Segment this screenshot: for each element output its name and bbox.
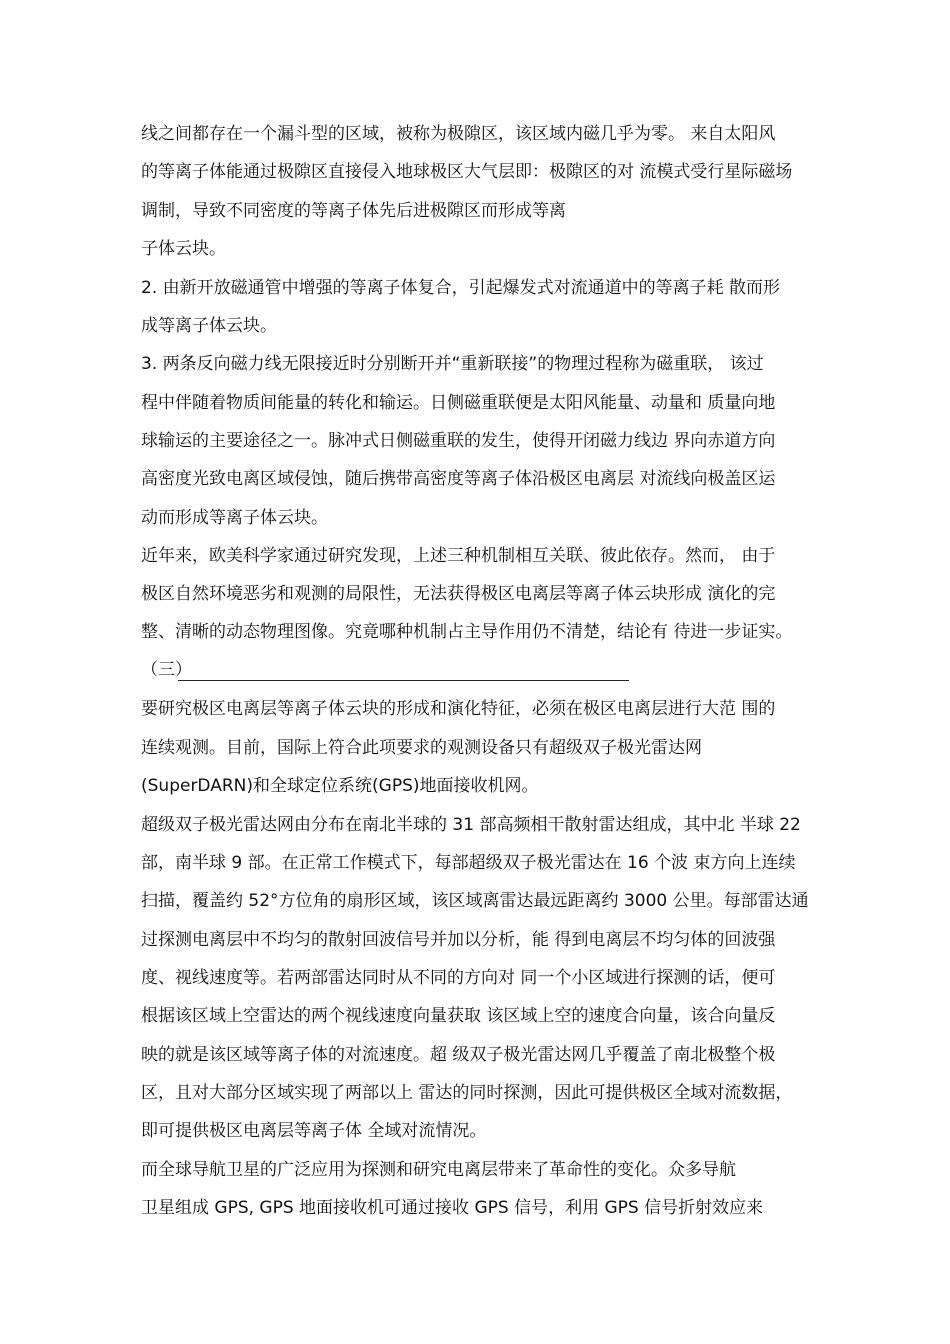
text-line: 超级双子极光雷达网由分布在南北半球的 31 部高频相干散射雷达组成，其中北 半球 22: [141, 815, 801, 835]
heading-underline: [178, 680, 629, 681]
text-line: 2. 由新开放磁通管中增强的等离子体复合，引起爆发式对流通道中的等离子耗 散而形: [141, 278, 781, 298]
text-line: 近年来，欧美科学家通过研究发现，上述三种机制相互关联、彼此依存。然而， 由于: [141, 546, 776, 566]
text-line: 要研究极区电离层等离子体云块的形成和演化特征，必须在极区电离层进行大范 围的: [141, 699, 776, 719]
text-line: 球输运的主要途径之一。脉冲式日侧磁重联的发生，使得开闭磁力线边 界向赤道方向: [141, 431, 776, 451]
section-heading: （三）: [141, 660, 192, 680]
text-line: 子体云块。: [141, 239, 226, 259]
text-line: 区，且对大部分区域实现了两部以上 雷达的同时探测，因此可提供极区全域对流数据，: [141, 1083, 793, 1103]
text-line: 卫星组成 GPS, GPS 地面接收机可通过接收 GPS 信号，利用 GPS 信号折射效应来: [141, 1198, 764, 1218]
text-line: 部，南半球 9 部。在正常工作模式下，每部超级双子极光雷达在 16 个波 束方向上连续: [141, 853, 796, 873]
text-line: 映的就是该区域等离子体的对流速度。超 级双子极光雷达网几乎覆盖了南北极整个极: [141, 1045, 776, 1065]
text-line: (SuperDARN)和全球定位系统(GPS)地面接收机网。: [141, 776, 539, 796]
text-line: 的等离子体能通过极隙区直接侵入地球极区大气层即：极隙区的对 流模式受行星际磁场: [141, 162, 793, 182]
text-line: 线之间都存在一个漏斗型的区域，被称为极隙区，该区域内磁几乎为零。 来自太阳风: [141, 124, 776, 144]
text-line: 而全球导航卫星的广泛应用为探测和研究电离层带来了革命性的变化。众多导航: [141, 1160, 736, 1180]
text-line: 扫描，覆盖约 52°方位角的扇形区域，该区域离雷达最远距离约 3000 公里。每部雷达通: [141, 891, 809, 911]
text-line: 成等离子体云块。: [141, 316, 277, 336]
text-line: 即可提供极区电离层等离子体 全域对流情况。: [141, 1121, 487, 1141]
text-line: 动而形成等离子体云块。: [141, 508, 328, 528]
text-line: 极区自然环境恶劣和观测的局限性，无法获得极区电离层等离子体云块形成 演化的完: [141, 584, 776, 604]
text-line: 过探测电离层中不均匀的散射回波信号并加以分析，能 得到电离层不均匀体的回波强: [141, 930, 776, 950]
text-line: 高密度光致电离区域侵蚀，随后携带高密度等离子体沿极区电离层 对流线向极盖区运: [141, 469, 776, 489]
text-line: 整、清晰的动态物理图像。究竟哪种机制占主导作用仍不清楚，结论有 待进一步证实。: [141, 622, 793, 642]
text-line: 调制，导致不同密度的等离子体先后进极隙区而形成等离: [141, 201, 566, 221]
text-line: 根据该区域上空雷达的两个视线速度向量获取 该区域上空的速度合向量，该合向量反: [141, 1006, 776, 1026]
text-line: 度、视线速度等。若两部雷达同时从不同的方向对 同一个小区域进行探测的话，便可: [141, 968, 776, 988]
text-line: 程中伴随着物质间能量的转化和输运。日侧磁重联便是太阳风能量、动量和 质量向地: [141, 393, 776, 413]
text-line: 连续观测。目前，国际上符合此项要求的观测设备只有超级双子极光雷达网: [141, 738, 702, 758]
text-line: 3. 两条反向磁力线无限接近时分别断开并“重新联接”的物理过程称为磁重联， 该过: [141, 354, 764, 374]
